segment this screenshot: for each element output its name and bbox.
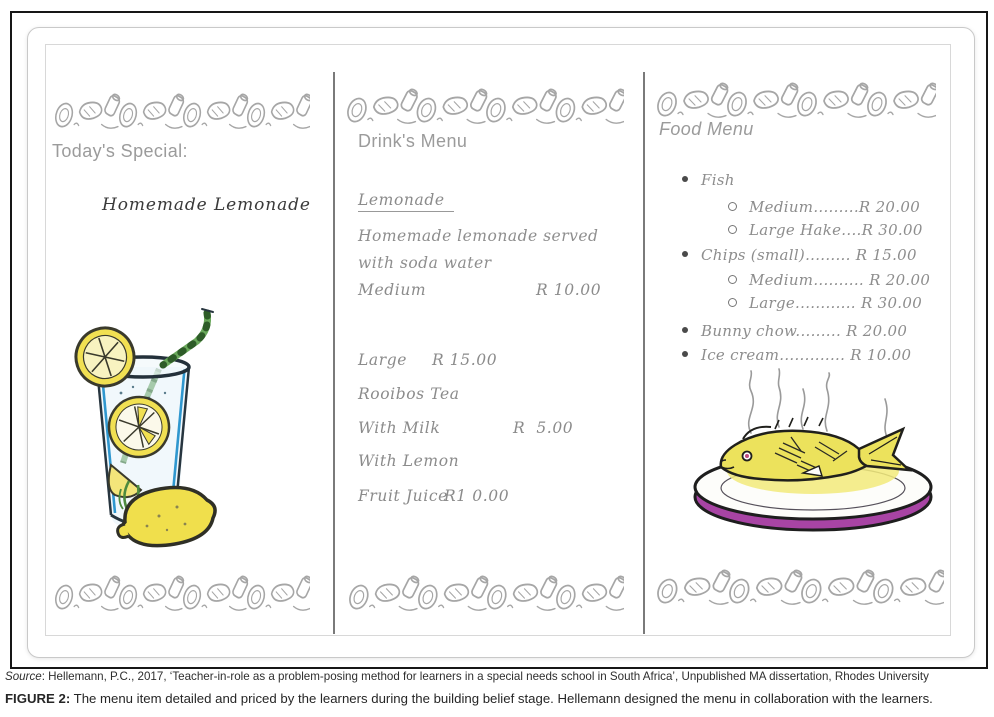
fish-plate-drawing <box>691 367 941 545</box>
source-label: Source <box>5 670 42 683</box>
food-row-chips-large: Large............ R 30.00 <box>728 294 922 316</box>
source-text: : Hellemann, P.C., 2017, ‘Teacher-in-role as a problem-posing method for learners in a special needs school in South Africa’, Unpublished MA dissertation, Rhodes University <box>41 670 929 683</box>
food-menu-title: Food Menu <box>659 119 754 139</box>
food-row-bunny-chow: Bunny chow......... R 20.00 <box>682 322 907 344</box>
doodle-border-icon <box>656 565 944 613</box>
doodle-border-icon <box>348 571 624 619</box>
bullet-icon <box>682 351 688 357</box>
circle-bullet-icon <box>728 298 737 307</box>
drink-row-with-milk: With Milk R 5.00 <box>358 419 574 437</box>
food-row-fish: Fish <box>682 171 735 193</box>
circle-bullet-icon <box>728 225 737 234</box>
drink-row-medium: Medium R 10.00 <box>358 281 602 299</box>
panel-divider <box>333 72 335 634</box>
bullet-icon <box>682 327 688 333</box>
drinks-section-lemonade: Lemonade <box>358 191 454 212</box>
todays-special-title: Today's Special: <box>52 141 188 161</box>
source-citation <box>5 670 990 683</box>
food-row-large-hake: Large Hake....R 30.00 <box>728 221 923 243</box>
bullet-icon <box>682 176 688 182</box>
figure-caption <box>5 691 990 706</box>
drink-row-with-lemon: With Lemon <box>358 452 460 470</box>
drink-row-fruit-juice: Fruit Juice R1 0.00 <box>358 487 510 505</box>
food-row-chips-medium: Medium.......... R 20.00 <box>728 271 930 293</box>
doodle-border-icon <box>54 89 310 137</box>
panel-divider <box>643 72 645 634</box>
figure-caption-text: The menu item detailed and priced by the learners during the building belief stage. Hellemann designed the menu in collaboration with the learners. <box>70 691 933 706</box>
lemonade-description: Homemade lemonade served with soda water <box>358 227 599 272</box>
food-row-ice-cream: Ice cream............. R 10.00 <box>682 346 911 368</box>
food-row-fish-medium: Medium.........R 20.00 <box>728 198 920 220</box>
drink-row-rooibos-tea: Rooibos Tea <box>358 385 460 403</box>
bullet-icon <box>682 251 688 257</box>
lemonade-glass-drawing <box>71 303 239 557</box>
drink-row-large: Large R 15.00 <box>358 351 498 369</box>
circle-bullet-icon <box>728 275 737 284</box>
food-row-chips: Chips (small)......... R 15.00 <box>682 246 917 268</box>
drinks-menu-title: Drink's Menu <box>358 131 468 151</box>
special-item-text: Homemade Lemonade <box>102 195 311 215</box>
doodle-border-icon <box>346 84 624 132</box>
scanned-menu-image <box>45 44 951 636</box>
doodle-border-icon <box>54 571 310 619</box>
circle-bullet-icon <box>728 202 737 211</box>
figure-label: FIGURE 2: <box>5 691 71 706</box>
